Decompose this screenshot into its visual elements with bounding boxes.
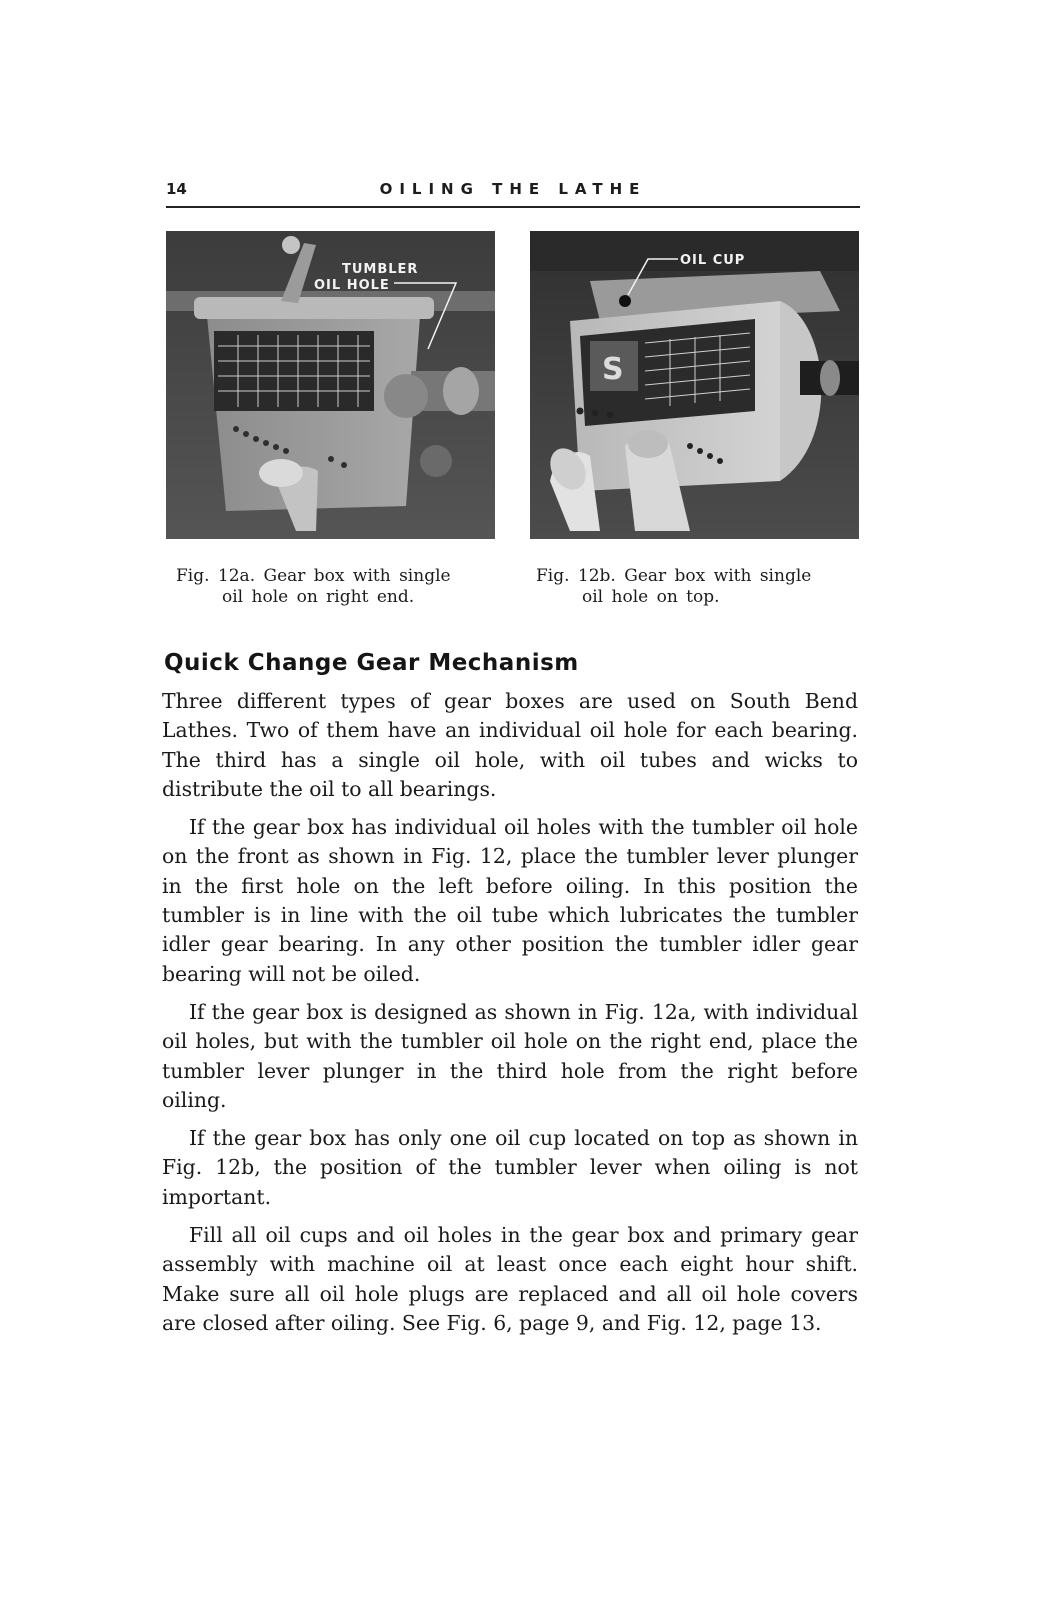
figure-12b-caption-line1: Fig. 12b. Gear box with single bbox=[536, 566, 812, 586]
header-rule bbox=[166, 206, 860, 208]
paragraph-types-of-gear-boxes: Three different types of gear boxes are used on South Bend Lathes. Two of them have an individual oil hole for each bearing. The third has a single oil hole, with oil tubes and wicks to distribute the oil to all bearings. bbox=[162, 689, 858, 801]
page-number: 14 bbox=[166, 180, 187, 198]
figure-12a-photo bbox=[166, 231, 495, 539]
paragraph-single-oil-cup: If the gear box has only one oil cup located on top as shown in Fig. 12b, the position of the tumbler lever when oiling is not important. bbox=[162, 1126, 858, 1209]
section-body bbox=[162, 687, 858, 1347]
figure-12a-caption-line1: Fig. 12a. Gear box with single bbox=[176, 566, 451, 586]
figure-12b-photo bbox=[530, 231, 859, 539]
figure-12a-caption bbox=[176, 566, 491, 608]
gear-box-top-oil-cup-illustration bbox=[530, 231, 859, 539]
tumbler-callout-line1: TUMBLER bbox=[342, 262, 419, 277]
oil-cup-callout: OIL CUP bbox=[680, 253, 746, 268]
running-title: OILING THE LATHE bbox=[379, 180, 647, 198]
section-heading: Quick Change Gear Mechanism bbox=[164, 650, 579, 676]
figure-12a-caption-line2: oil hole on right end. bbox=[222, 587, 415, 607]
paragraph-tumbler-oil-hole-right-end: If the gear box is designed as shown in Fig. 12a, with individual oil holes, but with the tumbler oil hole on the right end, place the tumbler lever plunger in the third hole from the right before oiling. bbox=[162, 999, 858, 1112]
paragraph-tumbler-oil-hole-front: If the gear box has individual oil holes with the tumbler oil hole on the front as shown in Fig. 12, place the tumbler lever plunger in the first hole on the left before oiling. In this position the tumbler is in line with the oil tube which lubricates the tumbler idler gear bearing. In any other position the tumbler idler gear bearing will not be oiled. bbox=[162, 815, 858, 986]
svg-text:S: S bbox=[602, 352, 624, 387]
figure-12b-caption bbox=[536, 566, 856, 608]
paragraph-oiling-schedule: Fill all oil cups and oil holes in the gear box and primary gear assembly with machine oil at least once each eight hour shift. Make sure all oil hole plugs are replaced and all oil hole covers are closed after oiling. See Fig. 6, page 9, and Fig. 12, page 13. bbox=[162, 1223, 858, 1335]
figure-12b-caption-line2: oil hole on top. bbox=[582, 587, 720, 607]
tumbler-callout-line2: OIL HOLE bbox=[314, 278, 390, 293]
gear-box-right-end-illustration bbox=[166, 231, 495, 539]
